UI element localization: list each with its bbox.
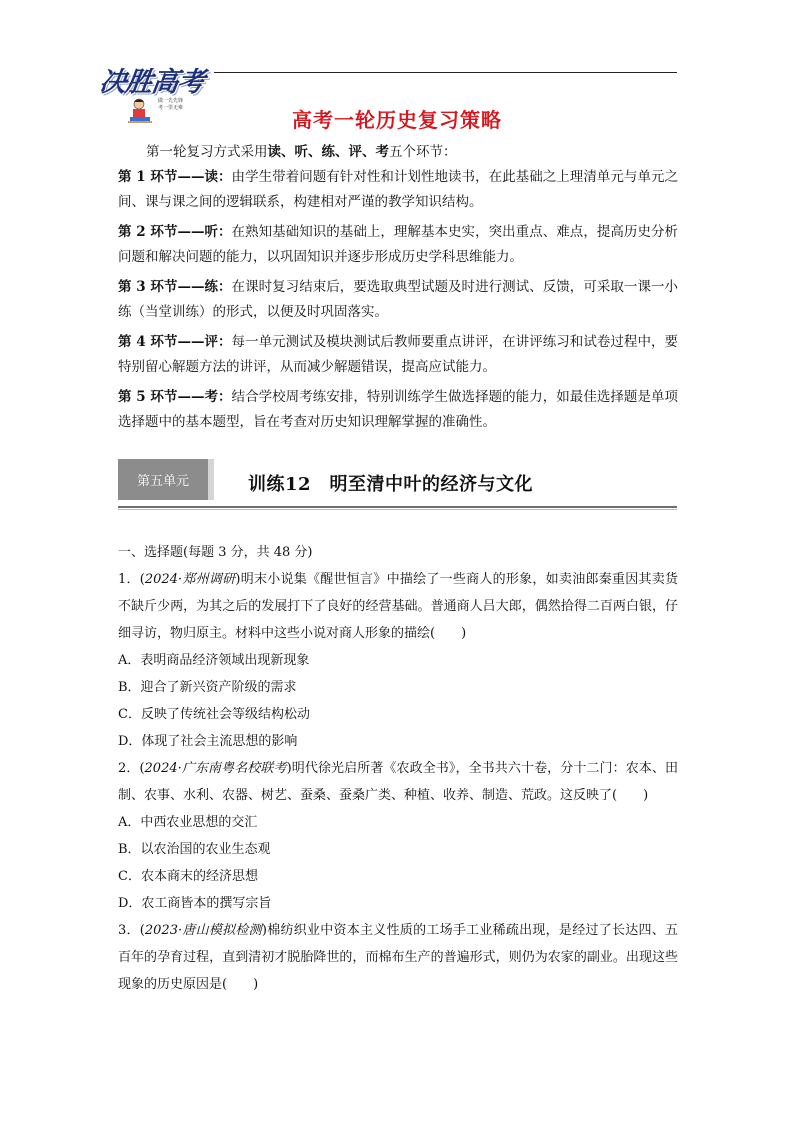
- banner-rule-thin: [118, 509, 677, 510]
- question-1-stem: 1．(2024·郑州调研)明末小说集《醒世恒言》中描绘了一些商人的形象，如卖油郎秦重因其卖货不缺斤少两，为其之后的发展打下了良好的经营基础。普通商人吕大郎，偶然拾得二百两白银，仔细寻访，物归原主。材料中这些小说对商人形象的描绘( ): [118, 572, 679, 641]
- step-text: 结合学校周考练安排，特别训练学生做选择题的能力，如最佳选择题是单项选择题中的基本题型，旨在考查对历史知识理解掌握的准确性。: [118, 389, 679, 430]
- header-rule: [214, 72, 677, 73]
- training-title: 训练12 明至清中叶的经济与文化: [248, 474, 534, 495]
- step-label: 第 4 环节——评：: [118, 334, 232, 350]
- unit-badge-edge: [208, 459, 214, 500]
- step-4: [118, 330, 678, 380]
- section-heading: 一、选择题(每题 3 分，共 48 分): [118, 545, 313, 560]
- question-source: 2024·郑州调研: [144, 572, 236, 587]
- question-2-stem: 2．(2024·广东南粤名校联考)明代徐光启所著《农政全书》，全书共六十卷，分十二门：农本、田制、农事、水利、农器、树艺、蚕桑、蚕桑广类、种植、收养、制造、荒政。这反映了( ): [118, 761, 679, 803]
- option-d: D．体现了社会主流思想的影响: [118, 734, 298, 749]
- step-label: 第 5 环节——考：: [118, 389, 232, 405]
- step-text: 在熟知基础知识的基础上，理解基本史实，突出重点、难点，提高历史分析问题和解决问题的能力，以巩固知识并逐步形成历史学科思维能力。: [118, 224, 679, 265]
- option-b: B．以农治国的农业生态观: [118, 842, 271, 857]
- step-text: 每一单元测试及模块测试后教师要重点讲评，在讲评练习和试卷过程中，要特别留心解题方法的讲评，从而减少解题错误，提高应试能力。: [118, 334, 679, 375]
- option-c: C．反映了传统社会等级结构松动: [118, 707, 310, 722]
- step-text: 在课时复习结束后，要选取典型试题及时进行测试、反馈，可采取一课一小练（当堂训练）的形式，以便及时巩固落实。: [118, 279, 679, 320]
- step-label: 第 2 环节——听：: [118, 224, 232, 240]
- step-3: [118, 275, 678, 325]
- step-label: 第 3 环节——练：: [118, 279, 232, 295]
- question-source: 2024·广东南粤名校联考: [144, 761, 287, 776]
- option-b: B．迎合了新兴资产阶级的需求: [118, 680, 297, 695]
- question-3-stem: 3．(2023·唐山模拟检测)棉纺织业中资本主义性质的工场手工业稀疏出现，是经过了长达四、五百年的孕育过程，直到清初才脱胎降世的，而棉布生产的普遍形式，则仍为农家的副业。出现这些现象的历史原因是( ): [118, 923, 679, 992]
- option-a: A．表明商品经济领域出现新现象: [118, 653, 310, 668]
- option-c: C．农本商末的经济思想: [118, 869, 258, 884]
- step-label: 第 1 环节——读：: [118, 169, 232, 185]
- intro-emphasis: 读、听、练、评、考: [267, 144, 389, 160]
- logo-slogan: 做一先先锋 考一里无难: [158, 98, 184, 111]
- step-2: [118, 220, 678, 270]
- question-list: [118, 566, 678, 998]
- step-5: [118, 385, 678, 435]
- intro-paragraph: 第一轮复习方式采用读、听、练、评、考五个环节：: [146, 144, 457, 160]
- option-d: D．农工商皆本的撰写宗旨: [118, 896, 272, 911]
- logo-text: 决胜高考: [97, 67, 206, 98]
- step-1: [118, 165, 678, 215]
- step-text: 由学生带着问题有针对性和计划性地读书，在此基础之上理清单元与单元之间、课与课之间的逻辑联系，构建相对严谨的教学知识结构。: [118, 169, 679, 210]
- banner-rule: [118, 506, 677, 508]
- unit-badge: 第五单元: [118, 459, 208, 500]
- option-a: A．中西农业思想的交汇: [118, 815, 258, 830]
- question-source: 2023·唐山模拟检测: [144, 923, 262, 938]
- page-title: 高考一轮历史复习策略: [292, 108, 502, 132]
